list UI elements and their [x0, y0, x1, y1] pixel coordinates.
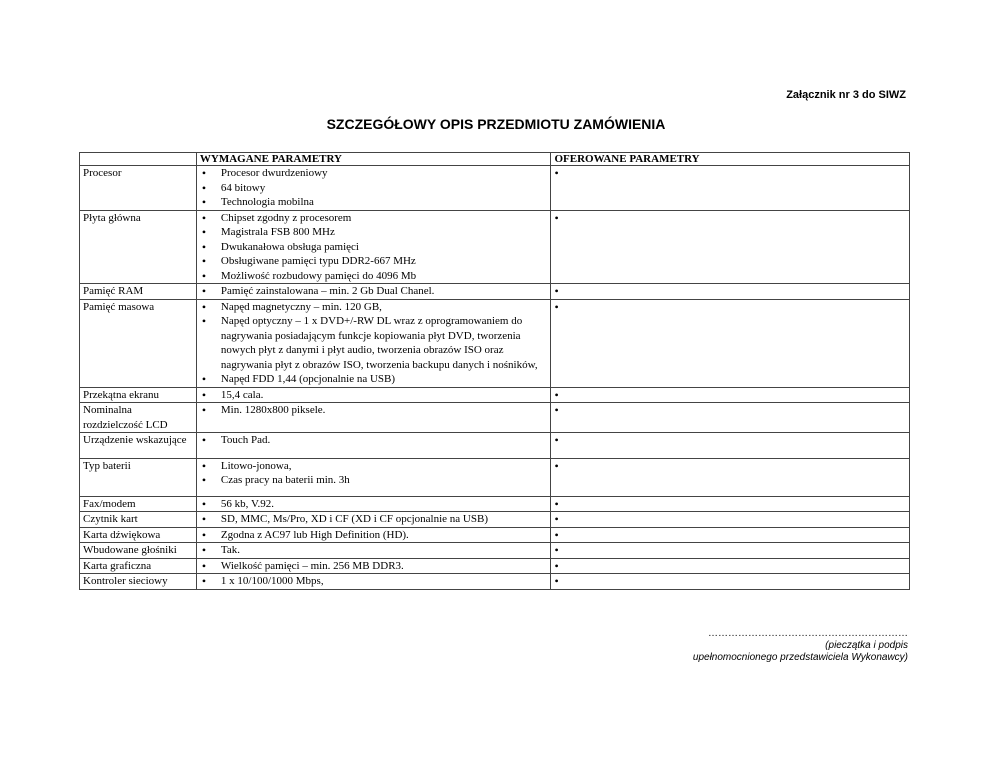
required-params-cell [196, 527, 551, 543]
required-params-cell [196, 558, 551, 574]
row-label: Karta dźwiękowa [80, 527, 197, 543]
offered-params-cell[interactable] [551, 166, 910, 211]
table-row [80, 433, 910, 459]
list-item: • Napęd optyczny – 1 x DVD+/-RW DL wraz z oprogramowaniem do nagrywania posiadającym funkcje kopiowania płyt DVD, tworzenia nowych płyt z danymi i płyt audio, tworzenia obrazów ISO oraz nagrywania płyt z obrazów ISO, tworzenia backupu danych i nośników, [200, 314, 548, 372]
required-params-list [200, 559, 548, 574]
table-row [80, 166, 910, 211]
list-item: • Tak. [200, 543, 548, 558]
row-label: Typ baterii [80, 458, 197, 496]
required-params-list [200, 211, 548, 284]
table-row [80, 387, 910, 403]
table-row [80, 543, 910, 559]
required-params-list [200, 166, 548, 210]
row-label: Pamięć RAM [80, 284, 197, 300]
specification-table [79, 152, 910, 590]
annex-label: Załącznik nr 3 do SIWZ [786, 89, 906, 101]
offered-bullet [554, 166, 906, 180]
list-item: • Technologia mobilna [200, 195, 548, 210]
required-params-list [200, 543, 548, 558]
offered-bullet [554, 497, 906, 511]
required-params-cell [196, 543, 551, 559]
list-item: • 56 kb, V.92. [200, 497, 548, 512]
offered-params-cell[interactable] [551, 543, 910, 559]
offered-params-cell[interactable] [551, 527, 910, 543]
offered-bullet [554, 284, 906, 298]
offered-params-cell[interactable] [551, 284, 910, 300]
required-params-list [200, 300, 548, 387]
list-item: • Obsługiwane pamięci typu DDR2-667 MHz [200, 254, 548, 269]
row-label: Urządzenie wskazujące [80, 433, 197, 459]
table-row [80, 558, 910, 574]
table-row [80, 527, 910, 543]
table-row [80, 284, 910, 300]
required-params-cell [196, 387, 551, 403]
table-row [80, 458, 910, 496]
required-params-list [200, 459, 548, 488]
required-params-list [200, 512, 548, 527]
offered-bullet [554, 559, 906, 573]
list-item: • 1 x 10/100/1000 Mbps, [200, 574, 548, 589]
list-item: • Zgodna z AC97 lub High Definition (HD). [200, 528, 548, 543]
list-item: • Touch Pad. [200, 433, 548, 448]
offered-params-cell[interactable] [551, 387, 910, 403]
table-header-row [80, 153, 910, 166]
header-required: WYMAGANE PARAMETRY [196, 153, 551, 166]
required-params-cell [196, 433, 551, 459]
table-body [80, 166, 910, 590]
offered-bullet [554, 388, 906, 402]
list-item: • Procesor dwurdzeniowy [200, 166, 548, 181]
list-item: • Wielkość pamięci – min. 256 MB DDR3. [200, 559, 548, 574]
offered-params-cell[interactable] [551, 433, 910, 459]
offered-params-cell[interactable] [551, 558, 910, 574]
header-empty-cell [80, 153, 197, 166]
table-row [80, 512, 910, 528]
required-params-list [200, 497, 548, 512]
signature-dots: …………………………………………………… [708, 628, 908, 639]
required-params-cell [196, 458, 551, 496]
list-item: • SD, MMC, Ms/Pro, XD i CF (XD i CF opcjonalnie na USB) [200, 512, 548, 527]
row-label: Fax/modem [80, 496, 197, 512]
required-params-cell [196, 574, 551, 590]
offered-bullet [554, 433, 906, 447]
required-params-list [200, 388, 548, 403]
table-row [80, 299, 910, 387]
offered-bullet [554, 211, 906, 225]
header-offered: OFEROWANE PARAMETRY [551, 153, 910, 166]
offered-bullet [554, 403, 906, 417]
list-item: • Napęd magnetyczny – min. 120 GB, [200, 300, 548, 315]
required-params-cell [196, 299, 551, 387]
table-row [80, 210, 910, 284]
offered-bullet [554, 574, 906, 588]
signature-caption-1: (pieczątka i podpis [825, 640, 908, 651]
list-item: • Litowo-jonowa, [200, 459, 548, 474]
row-label: Procesor [80, 166, 197, 211]
offered-bullet [554, 459, 906, 473]
list-item: • Dwukanałowa obsługa pamięci [200, 240, 548, 255]
required-params-cell [196, 284, 551, 300]
offered-params-cell[interactable] [551, 458, 910, 496]
row-label: Wbudowane głośniki [80, 543, 197, 559]
offered-params-cell[interactable] [551, 403, 910, 433]
required-params-cell [196, 512, 551, 528]
list-item: • 15,4 cala. [200, 388, 548, 403]
signature-caption-2: upełnomocnionego przedstawiciela Wykonawcy) [692, 652, 908, 663]
list-item: • 64 bitowy [200, 181, 548, 196]
offered-bullet [554, 512, 906, 526]
required-params-cell [196, 403, 551, 433]
row-label: Płyta główna [80, 210, 197, 284]
row-label: Kontroler sieciowy [80, 574, 197, 590]
required-params-list [200, 574, 548, 589]
row-label: Karta graficzna [80, 558, 197, 574]
document-title: SZCZEGÓŁOWY OPIS PRZEDMIOTU ZAMÓWIENIA [326, 116, 666, 132]
required-params-cell [196, 166, 551, 211]
list-item: • Min. 1280x800 piksele. [200, 403, 548, 418]
offered-bullet [554, 300, 906, 314]
required-params-cell [196, 210, 551, 284]
required-params-list [200, 403, 548, 418]
row-label: Nominalna rozdzielczość LCD [80, 403, 197, 433]
row-label: Czytnik kart [80, 512, 197, 528]
offered-bullet [554, 528, 906, 542]
table-row [80, 574, 910, 590]
list-item: • Chipset zgodny z procesorem [200, 211, 548, 226]
offered-params-cell[interactable] [551, 496, 910, 512]
table-row [80, 403, 910, 433]
table-row [80, 496, 910, 512]
signature-block [693, 628, 908, 664]
offered-params-cell[interactable] [551, 299, 910, 387]
offered-params-cell[interactable] [551, 574, 910, 590]
list-item: • Magistrala FSB 800 MHz [200, 225, 548, 240]
row-label: Pamięć masowa [80, 299, 197, 387]
required-params-list [200, 284, 548, 299]
offered-bullet [554, 543, 906, 557]
list-item: • Napęd FDD 1,44 (opcjonalnie na USB) [200, 372, 548, 387]
list-item: • Czas pracy na baterii min. 3h [200, 473, 548, 488]
required-params-list [200, 433, 548, 448]
offered-params-cell[interactable] [551, 210, 910, 284]
required-params-cell [196, 496, 551, 512]
offered-params-cell[interactable] [551, 512, 910, 528]
list-item: • Pamięć zainstalowana – min. 2 Gb Dual Chanel. [200, 284, 548, 299]
list-item: • Możliwość rozbudowy pamięci do 4096 Mb [200, 269, 548, 284]
row-label: Przekątna ekranu [80, 387, 197, 403]
required-params-list [200, 528, 548, 543]
